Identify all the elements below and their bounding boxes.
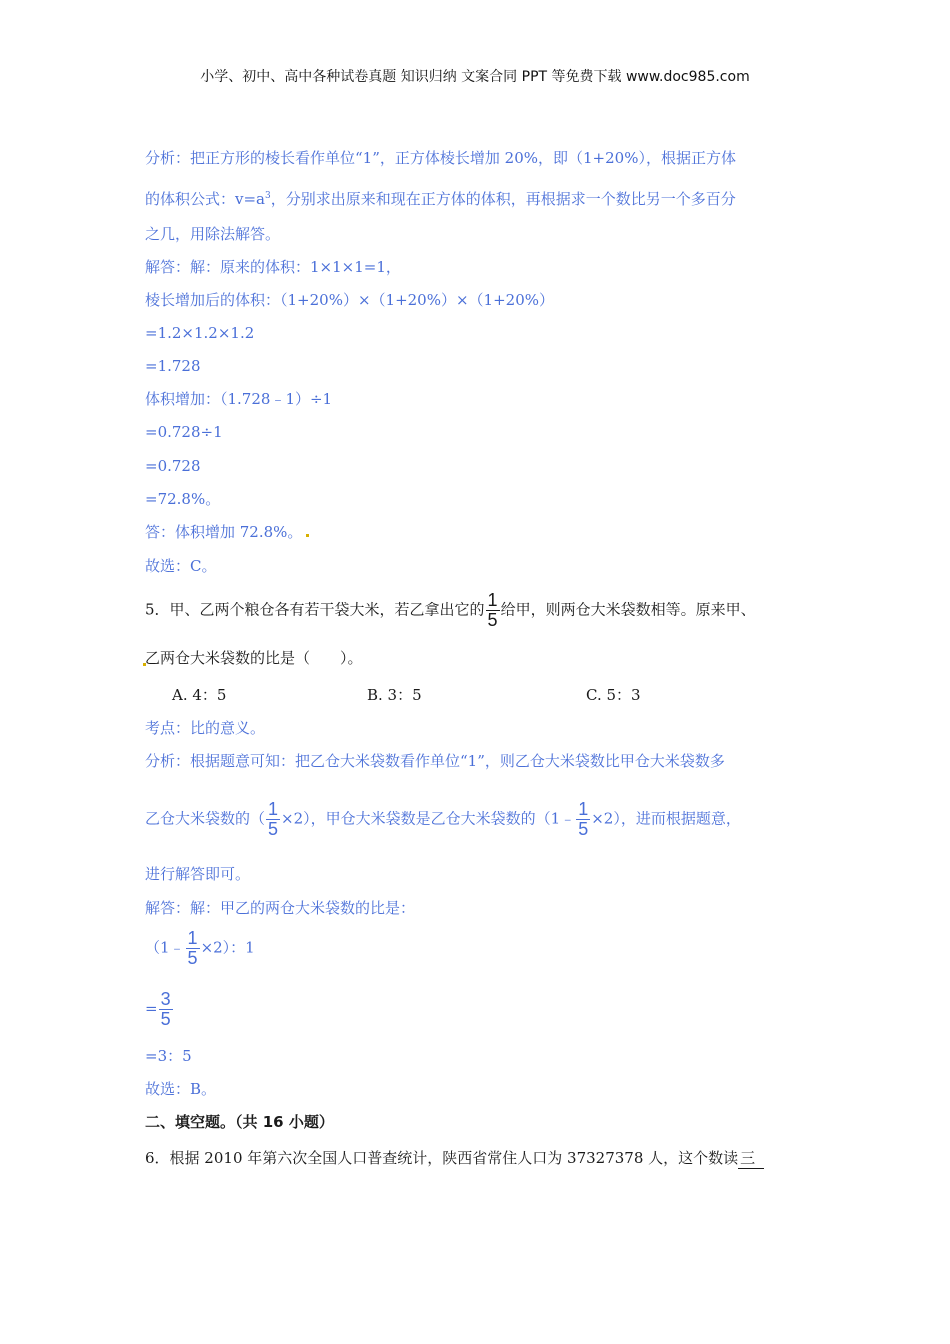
fraction-numerator: 1: [268, 799, 279, 819]
q5-solution-line-4: =3：5: [145, 1047, 192, 1065]
anchor-mark: [306, 534, 309, 537]
fraction-numerator: 1: [187, 928, 198, 948]
q5-stem-pre: 5．甲、乙两个粮仓各有若干袋大米，若乙拿出它的: [145, 600, 485, 619]
q5-stem-post: 给甲，则两仓大米袋数相等。原来甲、: [500, 600, 756, 619]
q5-solution-line-3-pre: =: [145, 999, 158, 1018]
q4-solution-line-1: 解答：解：原来的体积：1×1×1=1，: [145, 258, 401, 276]
q5-solution-line-2-post: ×2）：1: [200, 938, 255, 957]
fraction-three-fifths: [159, 990, 173, 1029]
q4-analysis-line-2: [145, 186, 736, 209]
q5-solution-line-1: 解答：解：甲乙的两仓大米袋数的比是：: [145, 899, 416, 917]
q5-analysis-line-3: 进行解答即可。: [145, 865, 251, 883]
q5-option-a: A. 4：5: [172, 686, 227, 704]
q4-solution-line-4: =1.728: [145, 357, 201, 375]
q4-answer: [145, 522, 309, 542]
q4-solution-line-3: =1.2×1.2×1.2: [145, 324, 255, 342]
fraction-numerator: 1: [578, 799, 589, 819]
q6-answer-blank: 三: [738, 1148, 764, 1169]
fraction-one-fifth: [186, 929, 200, 968]
q5-analysis-line-2: [145, 800, 741, 839]
q5-kaodian: 考点：比的意义。: [145, 719, 266, 737]
q4-analysis-line-2-pre: 的体积公式：v=a: [145, 190, 265, 208]
q5-analysis-line-1: 分析：根据题意可知：把乙仓大米袋数看作单位“1”，则乙仓大米袋数比甲仓大米袋数多: [145, 752, 725, 770]
q5-analysis-line-2-a: 乙仓大米袋数的（: [145, 809, 266, 828]
q4-solution-line-5: 体积增加：（1.728﹣1）÷1: [145, 390, 333, 408]
q5-solution-line-2-pre: （1﹣: [145, 938, 185, 957]
fraction-numerator: 3: [160, 989, 171, 1009]
q5-solution-line-3: [145, 990, 174, 1029]
fraction-one-fifth: [486, 591, 500, 630]
q5-option-b: B. 3：5: [367, 686, 422, 704]
fraction-numerator: 1: [487, 590, 498, 610]
q4-solution-line-8: =72.8%。: [145, 490, 221, 508]
q4-solution-line-7: =0.728: [145, 457, 201, 475]
q5-analysis-line-2-b: ×2），甲仓大米袋数是乙仓大米袋数的（1﹣: [281, 809, 576, 828]
q5-solution-line-2: [145, 929, 255, 968]
q5-choice: 故选：B。: [145, 1080, 217, 1098]
page-header: 小学、初中、高中各种试卷真题 知识归纳 文案合同 PPT 等免费下载 www.doc985.com: [200, 69, 750, 85]
q5-analysis-line-2-c: ×2），进而根据题意，: [591, 809, 741, 828]
q4-analysis-line-2-post: ，分别求出原来和现在正方体的体积，再根据求一个数比另一个多百分: [270, 190, 736, 208]
q6-stem-text: 6．根据 2010 年第六次全国人口普查统计，陕西省常住人口为 37327378 人，这个数读: [145, 1149, 739, 1167]
fraction-denominator: 5: [268, 819, 279, 839]
q4-answer-text: 答：体积增加 72.8%。: [145, 523, 303, 541]
q4-analysis-line-1: 分析：把正方形的棱长看作单位“1”，正方体棱长增加 20%，即（1+20%），根据正方体: [145, 149, 736, 167]
fraction-one-fifth: [266, 800, 280, 839]
fraction-denominator: 5: [160, 1009, 171, 1029]
q4-solution-line-2: 棱长增加后的体积：（1+20%）×（1+20%）×（1+20%）: [145, 291, 554, 309]
q4-analysis-line-3: 之几，用除法解答。: [145, 225, 281, 243]
section-title: 二、填空题。（共 16 小题）: [145, 1113, 334, 1131]
q4-exponent: 3: [265, 191, 271, 201]
q6-stem: [145, 1148, 764, 1169]
fraction-denominator: 5: [578, 819, 589, 839]
q5-stem-line-1: [145, 591, 756, 630]
fraction-one-fifth: [576, 800, 590, 839]
q4-solution-line-6: =0.728÷1: [145, 423, 223, 441]
q5-option-c: C. 5：3: [586, 686, 641, 704]
q4-choice: 故选：C。: [145, 557, 217, 575]
fraction-denominator: 5: [487, 610, 498, 630]
q5-stem-line-2: 乙两仓大米袋数的比是（ ）。: [145, 649, 363, 667]
fraction-denominator: 5: [187, 948, 198, 968]
